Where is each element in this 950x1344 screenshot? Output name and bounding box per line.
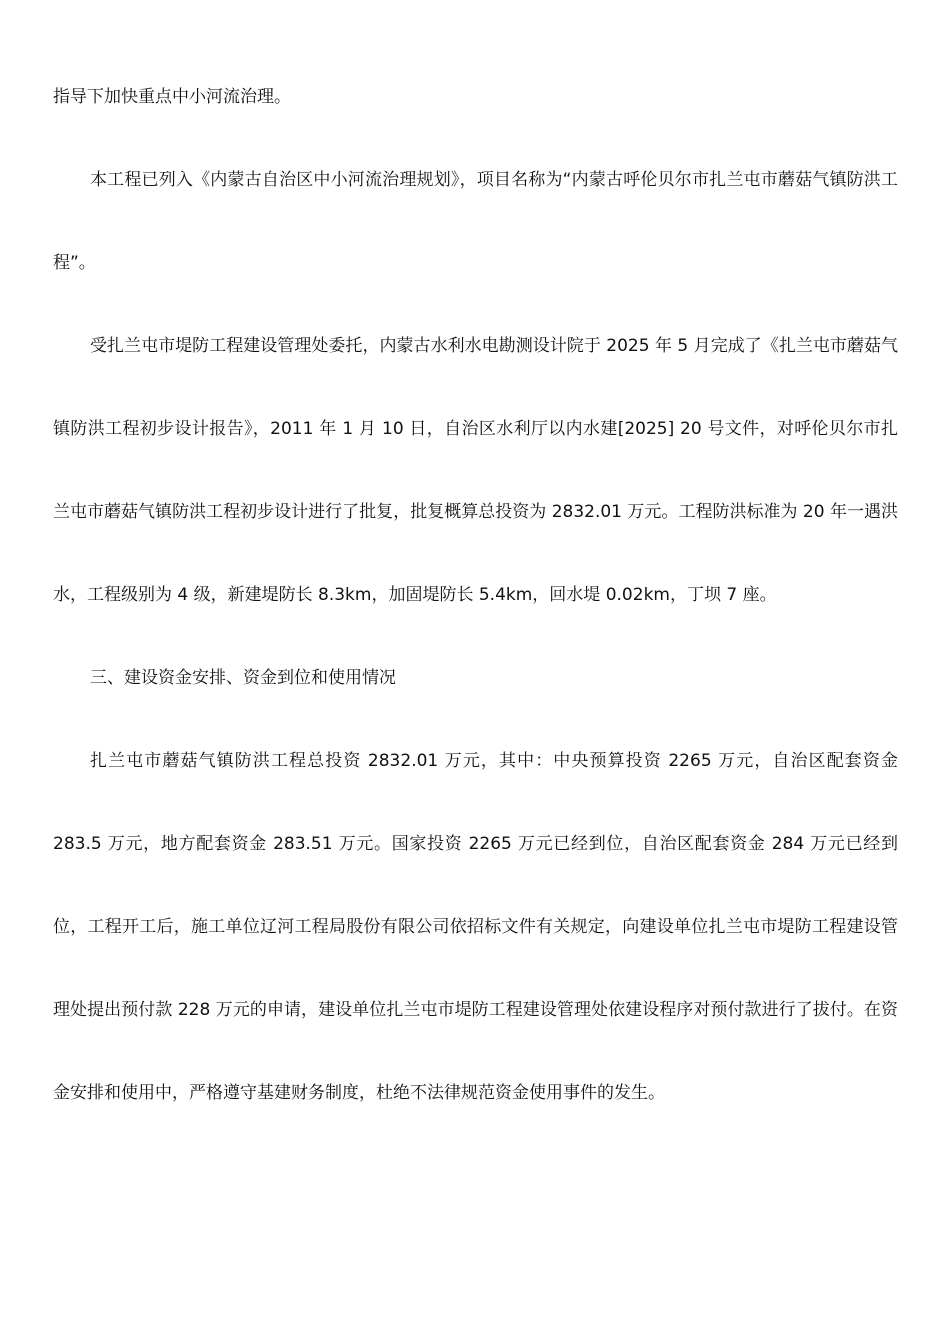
paragraph-continuation: 指导下加快重点中小河流治理。 bbox=[53, 87, 291, 107]
section-heading-funding: 三、建设资金安排、资金到位和使用情况 bbox=[90, 668, 396, 688]
paragraph-funding-details: 扎兰屯市蘑菇气镇防洪工程总投资 2832.01 万元，其中：中央预算投资 2265 万元，自治区配套资金 283.5 万元，地方配套资金 283.51 万元。国家投资 2265 万元已经到位，自治区配套资金 284 万元已经到位，工程开工后，施工单位辽河工程局股份有限公司依招标文件有关规定，向建设单位扎兰屯市堤防工程建设管理处提出预付款 228 万元的申请，建设单位扎兰屯市堤防工程建设管理处依建设程序对预付款进行了拔付。在资金安排和使用中，严格遵守基建财务制度，杜绝不法律规范资金使用事件的发生。 bbox=[53, 751, 898, 1103]
paragraph-design-approval: 受扎兰屯市堤防工程建设管理处委托，内蒙古水利水电勘测设计院于 2025 年 5 月完成了《扎兰屯市蘑菇气镇防洪工程初步设计报告》，2011 年 1 月 10 日，自治区水利厅以内水建[2025] 20 号文件，对呼伦贝尔市扎兰屯市蘑菇气镇防洪工程初步设计进行了批复，批复概算总投资为 2832.01 万元。工程防洪标准为 20 年一遇洪水，工程级别为 4 级，新建堤防长 8.3km，加固堤防长 5.4km，回水堤 0.02km，丁坝 7 座。 bbox=[53, 336, 898, 605]
document-body bbox=[53, 56, 898, 1135]
paragraph-project-listing: 本工程已列入《内蒙古自治区中小河流治理规划》，项目名称为“内蒙古呼伦贝尔市扎兰屯市蘑菇气镇防洪工程”。 bbox=[53, 170, 898, 273]
